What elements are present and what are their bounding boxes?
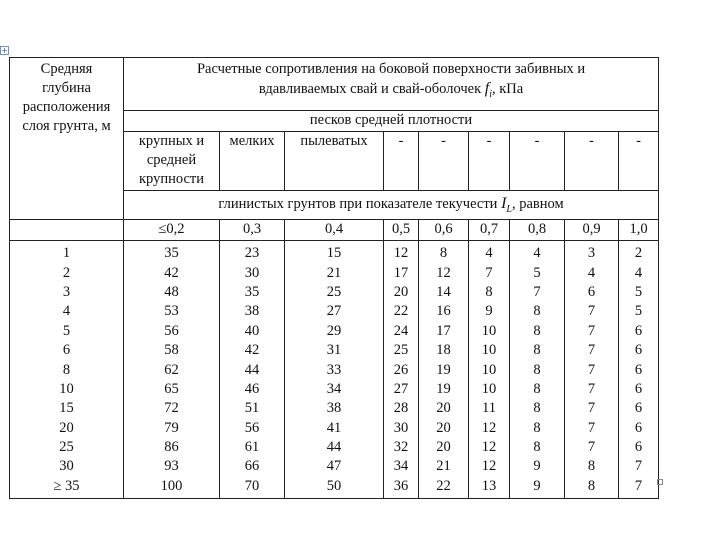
resistance-value: 4 [587,264,596,281]
depth-value: 2 [62,264,71,281]
il-symbol: $I_L$ [501,195,512,216]
resistance-value: 10 [481,380,497,397]
resistance-value: 8 [533,361,541,378]
resistance-value: 93 [164,458,179,475]
resistance-value: 38 [326,400,342,417]
depth-value: 25 [59,439,74,456]
resistance-value: 5 [634,303,643,320]
sand-type-cell: мелких [220,132,285,191]
liquidity-value: ≤0,2 [124,220,220,241]
resistance-value: 42 [244,342,260,359]
resistance-value: 56 [244,419,260,436]
resistance-value: 44 [326,439,342,456]
resistance-value: 20 [436,419,451,436]
clay-header: глинистых грунтов при показателе текучести $I_L$, равном [124,191,659,220]
resistance-value: 42 [164,264,179,281]
resistance-value: 47 [326,458,342,475]
resistance-value: 20 [393,283,409,300]
value-column [419,241,469,499]
resistance-value: 7 [587,439,596,456]
liquidity-value: 0,3 [220,220,285,241]
sand-type-cell: крупных и средней крупности [124,132,220,191]
value-column [565,241,619,499]
resistance-value: 12 [393,245,409,262]
resistance-value: 6 [634,342,643,359]
resistance-value: 17 [393,264,409,281]
sand-type-cell: - [510,132,565,191]
value-column [220,241,285,499]
liquidity-value: 0,7 [469,220,510,241]
resistance-value: 62 [164,361,179,378]
depth-value: 20 [59,419,74,436]
liquidity-blank [10,220,124,241]
resistance-value: 8 [533,303,541,320]
resistance-value: 66 [244,458,260,475]
resistance-value: 20 [436,439,451,456]
resistance-value: 65 [164,380,179,397]
resistance-value: 21 [436,458,451,475]
resistance-value: 53 [164,303,179,320]
resistance-value: 8 [533,380,541,397]
liquidity-value: 0,5 [384,220,419,241]
value-column [510,241,565,499]
resistance-value: 9 [533,477,541,494]
resistance-value: 16 [436,303,451,320]
resistance-value: 11 [482,400,496,417]
resistance-value: 28 [393,400,409,417]
resistance-value: 21 [326,264,342,281]
depth-value: 5 [62,322,71,339]
title-line-2: вдавливаемых свай и свай-оболочек $f_i$, кПа [258,80,524,101]
resistance-value: 70 [244,477,260,494]
resistance-value: 3 [587,245,596,262]
resistance-value: 7 [587,380,596,397]
depth-value: 4 [62,303,71,320]
resistance-value: 7 [533,283,541,300]
depth-column [10,241,124,499]
resistance-value: 86 [164,439,179,456]
resistance-value: 6 [634,400,643,417]
resistance-value: 7 [634,458,643,475]
resistance-value: 12 [481,458,497,475]
title-line-1: Расчетные сопротивления на боковой поверхности забивных и [196,61,586,77]
resistance-value: 6 [634,419,643,436]
resistance-value: 17 [436,322,451,339]
resistance-value: 4 [485,245,493,262]
resistance-value: 56 [164,322,179,339]
resistance-value: 7 [587,419,596,436]
resistance-value: 35 [164,245,179,262]
liquidity-value: 0,6 [419,220,469,241]
sand-type-cell: - [565,132,619,191]
value-column [124,241,220,499]
resistance-value: 27 [393,380,409,397]
resistance-value: 50 [326,477,342,494]
resistance-value: 8 [439,245,448,262]
resistance-value: 8 [485,283,493,300]
depth-value: 3 [62,283,71,300]
resistance-value: 5 [634,283,643,300]
resistance-value: 35 [244,283,260,300]
resistance-value: 72 [164,400,179,417]
resistance-value: 9 [533,458,541,475]
value-column [619,241,659,499]
depth-value: ≥ 35 [53,477,80,494]
resistance-value: 36 [393,477,409,494]
resistance-value: 8 [533,400,541,417]
resistance-value: 48 [164,283,179,300]
resistance-value: 2 [634,245,643,262]
depth-value: 15 [59,400,74,417]
resistance-value: 8 [587,477,596,494]
sand-type-cell: - [384,132,419,191]
liquidity-value: 0,8 [510,220,565,241]
resistance-value: 61 [244,439,260,456]
resistance-value: 32 [393,439,409,456]
soil-resistance-table [9,57,659,499]
table-resize-handle-icon[interactable] [657,479,663,485]
sand-type-cell: пылеватых [285,132,384,191]
resistance-value: 23 [244,245,260,262]
resistance-value: 41 [326,419,342,436]
resistance-value: 7 [587,400,596,417]
resistance-value: 7 [587,322,596,339]
resistance-value: 14 [436,283,451,300]
resistance-value: 12 [481,439,497,456]
resistance-value: 10 [481,322,497,339]
resistance-value: 8 [533,419,541,436]
resistance-value: 79 [164,419,179,436]
resistance-value: 51 [244,400,260,417]
resistance-value: 30 [393,419,409,436]
depth-label-line: расположения [22,99,111,115]
liquidity-value: 0,4 [285,220,384,241]
resistance-value: 6 [634,322,643,339]
resistance-value: 19 [436,361,451,378]
resistance-value: 12 [481,419,497,436]
depth-value: 1 [62,245,71,262]
resistance-value: 19 [436,380,451,397]
depth-header [10,58,124,220]
depth-label-line: слоя грунта, м [22,118,111,134]
depth-value: 10 [59,380,74,397]
depth-value: 6 [62,342,71,359]
liquidity-value: 0,9 [565,220,619,241]
resistance-value: 46 [244,380,260,397]
value-column [469,241,510,499]
resistance-value: 6 [587,283,596,300]
sand-type-cell: - [619,132,659,191]
resistance-value: 34 [393,458,409,475]
resistance-value: 6 [634,361,643,378]
depth-value: 8 [62,361,71,378]
resistance-value: 8 [533,322,541,339]
resistance-value: 33 [326,361,342,378]
resistance-value: 4 [533,245,541,262]
resistance-value: 25 [326,283,342,300]
resistance-value: 31 [326,342,342,359]
resistance-value: 7 [634,477,643,494]
resistance-value: 22 [436,477,451,494]
resistance-value: 13 [481,477,497,494]
resistance-value: 8 [533,439,541,456]
resistance-value: 29 [326,322,342,339]
resistance-value: 6 [634,380,643,397]
resistance-value: 10 [481,342,497,359]
resistance-value: 7 [485,264,493,281]
resistance-value: 22 [393,303,409,320]
resistance-value: 38 [244,303,260,320]
resistance-value: 9 [485,303,493,320]
resistance-value: 10 [481,361,497,378]
resistance-value: 34 [326,380,342,397]
table-move-handle-icon[interactable]: + [1,46,8,55]
resistance-value: 24 [393,322,409,339]
resistance-value: 12 [436,264,451,281]
value-column [384,241,419,499]
resistance-value: 7 [587,342,596,359]
resistance-value: 4 [634,264,643,281]
depth-label-line: Средняя [40,61,93,77]
resistance-value: 8 [587,458,596,475]
resistance-value: 5 [533,264,541,281]
sand-type-cell: - [469,132,510,191]
resistance-value: 27 [326,303,342,320]
resistance-value: 58 [164,342,179,359]
depth-label-line: глубина [42,80,91,96]
sand-type-cell: - [419,132,469,191]
resistance-value: 44 [244,361,260,378]
resistance-value: 7 [587,303,596,320]
resistance-value: 25 [393,342,409,359]
resistance-value: 7 [587,361,596,378]
value-column [285,241,384,499]
fi-symbol: $f_i$ [484,80,492,101]
resistance-value: 6 [634,439,643,456]
resistance-value: 30 [244,264,260,281]
resistance-value: 100 [160,477,183,494]
resistance-value: 40 [244,322,260,339]
depth-value: 30 [59,458,74,475]
resistance-title [124,58,659,111]
liquidity-value: 1,0 [619,220,659,241]
resistance-value: 26 [393,361,409,378]
resistance-value: 15 [326,245,342,262]
resistance-value: 18 [436,342,451,359]
resistance-value: 8 [533,342,541,359]
resistance-value: 20 [436,400,451,417]
sands-header: песков средней плотности [124,111,659,132]
